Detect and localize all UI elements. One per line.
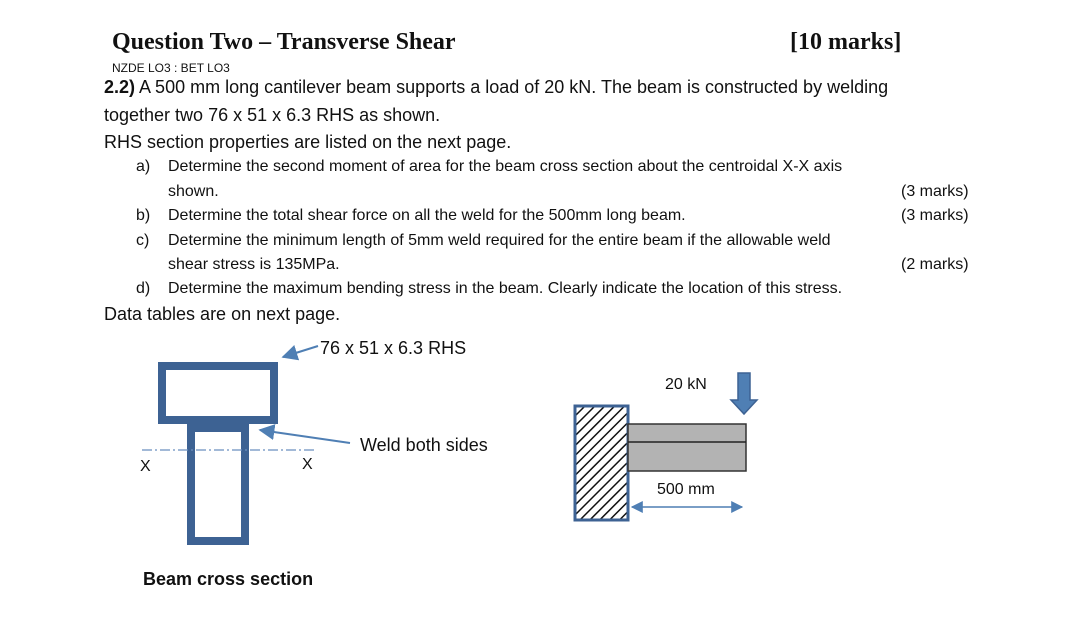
- load-label: 20 kN: [665, 376, 707, 393]
- question-number: 2.2): [104, 77, 136, 97]
- subheading: NZDE LO3 : BET LO3: [112, 61, 230, 75]
- fixed-wall: [575, 406, 628, 520]
- part-d-line-1: Determine the maximum bending stress in the beam. Clearly indicate the location of this stress.: [168, 280, 843, 297]
- part-d-letter: d): [136, 280, 151, 297]
- question-line-3: RHS section properties are listed on the next page.: [104, 132, 512, 152]
- question-line-2: together two 76 x 51 x 6.3 RHS as shown.: [104, 105, 441, 125]
- part-c-line-2: shear stress is 135MPa.: [168, 256, 340, 273]
- load-arrow: [731, 373, 757, 414]
- top-rhs-section: [158, 362, 278, 424]
- rhs-label: 76 x 51 x 6.3 RHS: [320, 338, 467, 358]
- part-a-line-1: Determine the second moment of area for the beam cross section about the centroidal X-X axis: [168, 158, 843, 175]
- part-b-marks: (3 marks): [901, 207, 969, 224]
- bottom-rhs-section: [187, 424, 249, 545]
- cross-section-caption: Beam cross section: [143, 569, 314, 589]
- part-b-letter: b): [136, 207, 151, 224]
- data-tables-note: Data tables are on next page.: [104, 304, 341, 324]
- rhs-label-arrow: [283, 346, 318, 357]
- part-c-marks: (2 marks): [901, 256, 969, 273]
- part-a-line-2: shown.: [168, 183, 219, 200]
- cantilever-beam: [628, 424, 746, 471]
- axis-label-left: X: [140, 458, 151, 475]
- part-b-line-1: Determine the total shear force on all the weld for the 500mm long beam.: [168, 207, 686, 224]
- part-c-letter: c): [136, 232, 150, 249]
- part-c-line-1: Determine the minimum length of 5mm weld required for the entire beam if the allowable weld: [168, 232, 831, 249]
- length-label: 500 mm: [657, 481, 715, 498]
- weld-label-arrow: [260, 430, 350, 443]
- total-marks: [10 marks]: [790, 29, 902, 55]
- part-a-marks: (3 marks): [901, 183, 969, 200]
- question-title: Question Two – Transverse Shear: [112, 29, 456, 55]
- weld-label: Weld both sides: [360, 435, 488, 455]
- question-line-1-text: A 500 mm long cantilever beam supports a load of 20 kN. The beam is constructed by welding: [135, 77, 889, 97]
- part-a-letter: a): [136, 158, 151, 175]
- axis-label-right: X: [302, 456, 313, 473]
